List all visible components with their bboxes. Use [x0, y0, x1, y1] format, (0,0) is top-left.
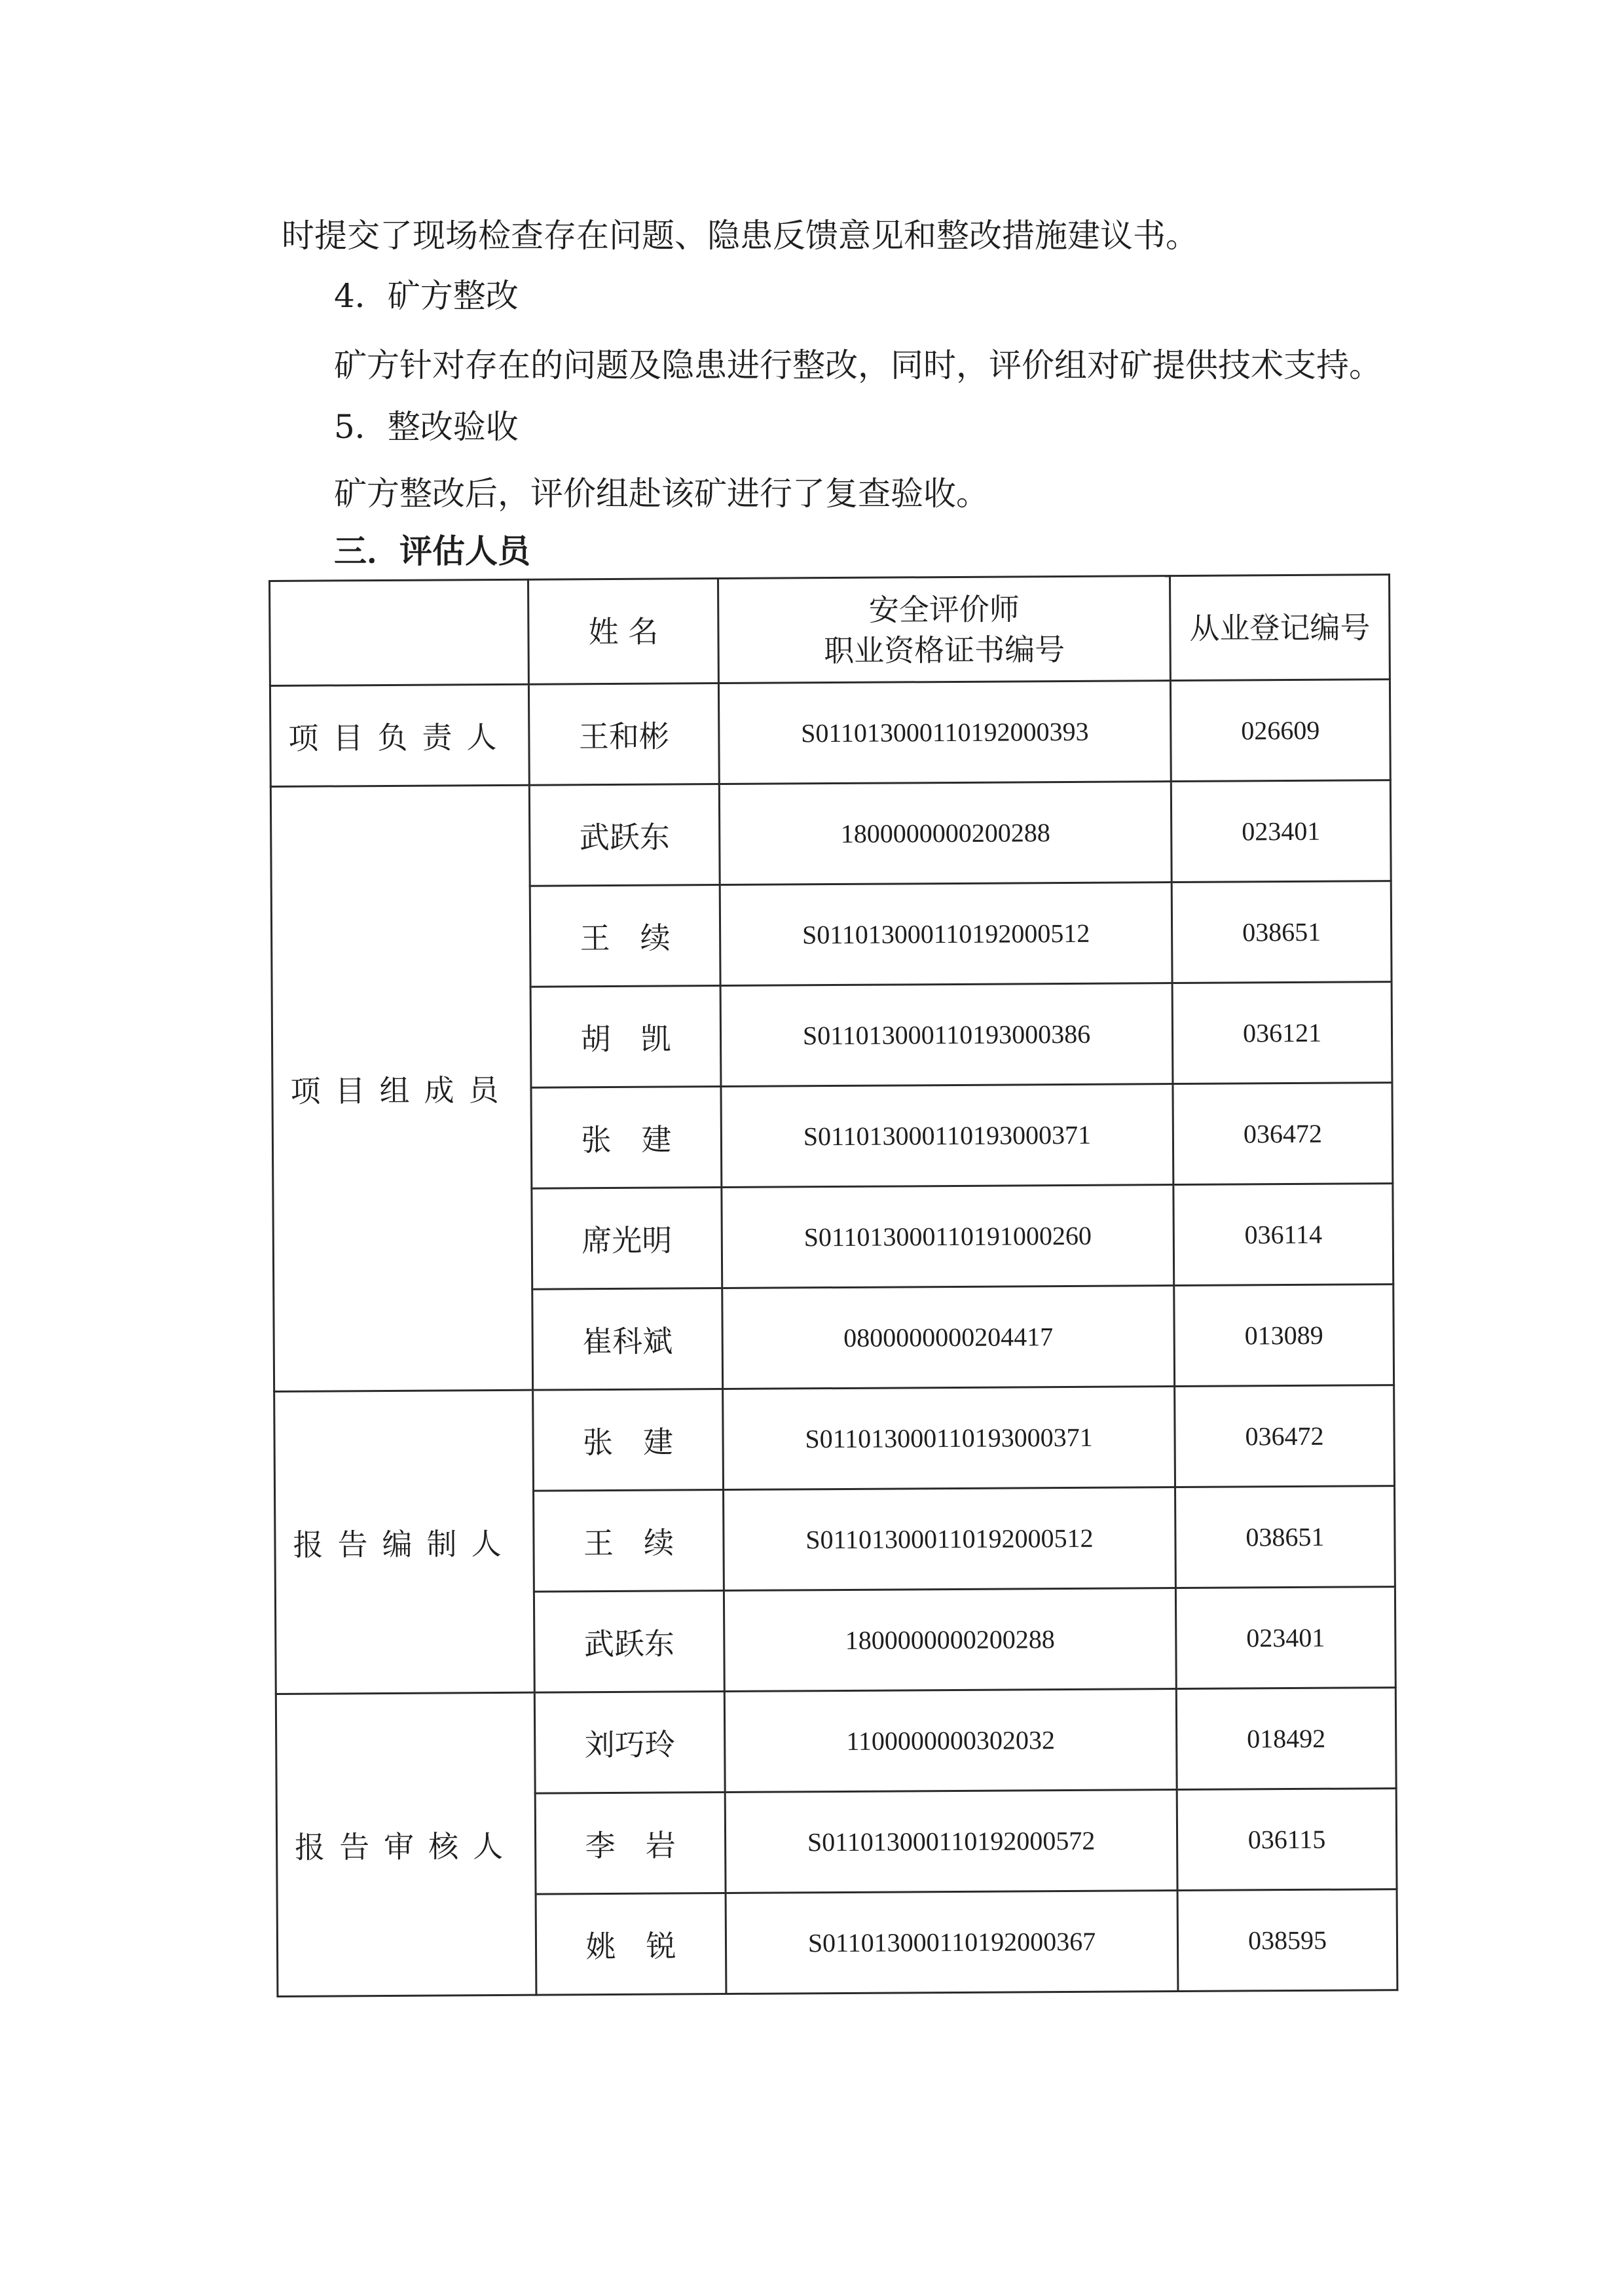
reg-number-cell: 026609	[1170, 680, 1390, 782]
cert-number-cell: S011013000110193000386	[720, 983, 1173, 1087]
member-name-cell: 王 续	[534, 1490, 724, 1592]
reg-number-cell: 036115	[1177, 1789, 1397, 1891]
section-title: 三．评估人员	[334, 532, 530, 570]
cert-number-cell: S011013000110192000367	[726, 1891, 1178, 1994]
header-cert-line2: 职业资格证书编号	[823, 631, 1065, 668]
member-name-cell: 崔科斌	[532, 1288, 723, 1391]
member-name-cell: 刘巧玲	[534, 1692, 725, 1794]
member-name-cell: 胡 凯	[530, 986, 721, 1088]
role-cell: 报告编制人	[274, 1390, 535, 1694]
header-cert-line1: 安全评价师	[868, 591, 1020, 628]
reg-number-cell: 023401	[1175, 1587, 1395, 1689]
item-4-title: 4．矿方整改	[334, 277, 519, 315]
member-name-cell: 张 建	[533, 1389, 724, 1491]
cert-number-cell: S011013000110191000260	[722, 1185, 1174, 1288]
reg-number-cell: 038651	[1175, 1486, 1395, 1588]
header-name: 姓 名	[528, 579, 719, 685]
member-name-cell: 李 岩	[535, 1793, 726, 1895]
item-5-body: 矿方整改后，评价组赴该矿进行了复查验收。	[334, 475, 989, 513]
cert-number-cell: S011013000110192000572	[725, 1790, 1177, 1893]
item-5-title: 5．整改验收	[334, 408, 519, 446]
reg-number-cell: 023401	[1171, 780, 1391, 883]
member-name-cell: 王 续	[530, 885, 720, 987]
reg-number-cell: 038595	[1177, 1889, 1397, 1992]
cert-number-cell: 0800000000204417	[722, 1286, 1175, 1389]
header-empty-cell	[270, 579, 529, 685]
cert-number-cell: 1100000000302032	[724, 1689, 1177, 1793]
member-name-cell: 张 建	[531, 1087, 722, 1189]
cert-number-cell: 1800000000200288	[724, 1588, 1176, 1692]
table-row	[270, 780, 1391, 888]
table-body	[270, 680, 1397, 1997]
reg-number-cell: 013089	[1174, 1285, 1394, 1387]
item-4-body: 矿方针对存在的问题及隐患进行整改，同时，评价组对矿提供技术支持。	[334, 346, 1382, 384]
cert-number-cell: S011013000110193000371	[721, 1084, 1173, 1188]
table-row	[270, 680, 1390, 787]
paragraph-line: 时提交了现场检查存在问题、隐患反馈意见和整改措施建议书。	[282, 217, 1198, 255]
cert-number-cell: S011013000110192000512	[724, 1487, 1176, 1591]
header-cert	[718, 576, 1170, 683]
table-row	[274, 1385, 1395, 1493]
member-name-cell: 武跃东	[529, 784, 720, 886]
header-reg: 从业登记编号	[1170, 575, 1390, 681]
reg-number-cell: 018492	[1176, 1688, 1396, 1790]
reg-number-cell: 036472	[1175, 1385, 1395, 1487]
member-name-cell: 席光明	[532, 1188, 722, 1290]
member-name-cell: 王和彬	[528, 683, 719, 786]
personnel-table	[268, 574, 1398, 1997]
cert-number-cell: 1800000000200288	[719, 782, 1172, 885]
cert-number-cell: S011013000110193000371	[723, 1387, 1175, 1490]
cert-number-cell: S011013000110192000512	[720, 883, 1172, 986]
role-cell: 项目组成员	[270, 785, 532, 1391]
cert-number-cell: S011013000110192000393	[718, 681, 1171, 784]
table-header-row	[270, 575, 1390, 686]
table-row	[276, 1688, 1396, 1795]
reg-number-cell: 036114	[1173, 1184, 1393, 1286]
role-cell: 项目负责人	[270, 684, 529, 786]
reg-number-cell: 036472	[1173, 1083, 1393, 1185]
reg-number-cell: 036121	[1172, 982, 1392, 1084]
member-name-cell: 姚 锐	[536, 1893, 726, 1995]
reg-number-cell: 038651	[1172, 881, 1392, 983]
role-cell: 报告审核人	[276, 1692, 536, 1996]
member-name-cell: 武跃东	[534, 1591, 724, 1693]
